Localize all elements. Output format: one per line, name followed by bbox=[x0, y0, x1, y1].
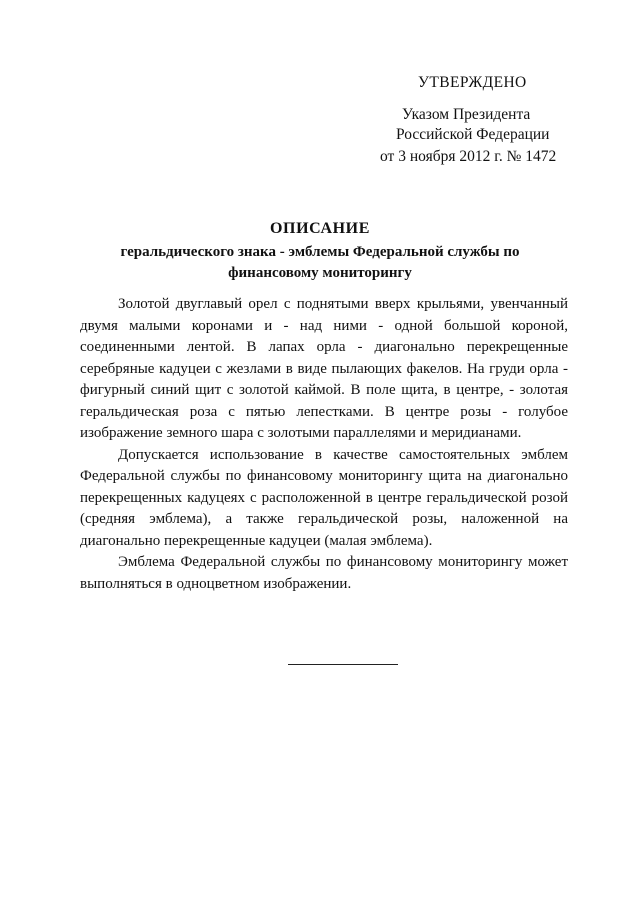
paragraph-monochrome: Эмблема Федеральной службы по финансовому мониторингу может выполняться в одноцветном изображении. bbox=[80, 554, 568, 592]
approval-line-federation: Российской Федерации bbox=[396, 126, 550, 143]
document-body bbox=[80, 294, 568, 595]
paragraph-usage: Допускается использование в качестве самостоятельных эмблем Федеральной службы по финансовому мониторингу щита на диагонально перекрещенных кадуцеях с расположенной в центре геральдической розой (средняя эмблема), а также геральдической розы, наложенной на диагонально перекрещенные кадуцеи (малая эмблема). bbox=[80, 446, 568, 549]
closing-divider bbox=[288, 664, 398, 665]
paragraph-description: Золотой двуглавый орел с поднятыми вверх крыльями, увенчанный двумя малыми коронами и - над ними - одной большой короной, соединенными лентой. В лапах орла - диагонально перекрещенные серебряные кадуцеи с жезлами в виде пылающих факелов. На груди орла - фигурный синий щит с золотой каймой. В поле щита, в центре, - золотая геральдическая роза с пятью лепестками. В центре розы - голубое изображение земного шара с золотыми параллелями и меридианами. bbox=[80, 296, 568, 441]
approval-line-date: от 3 ноября 2012 г. № 1472 bbox=[380, 148, 557, 165]
approved-heading: УТВЕРЖДЕНО bbox=[418, 74, 527, 91]
approval-line-decree: Указом Президента bbox=[402, 106, 531, 123]
document-subtitle: геральдического знака - эмблемы Федеральной службы по финансовому мониторингу bbox=[120, 244, 520, 281]
document-title: ОПИСАНИЕ bbox=[269, 220, 370, 237]
